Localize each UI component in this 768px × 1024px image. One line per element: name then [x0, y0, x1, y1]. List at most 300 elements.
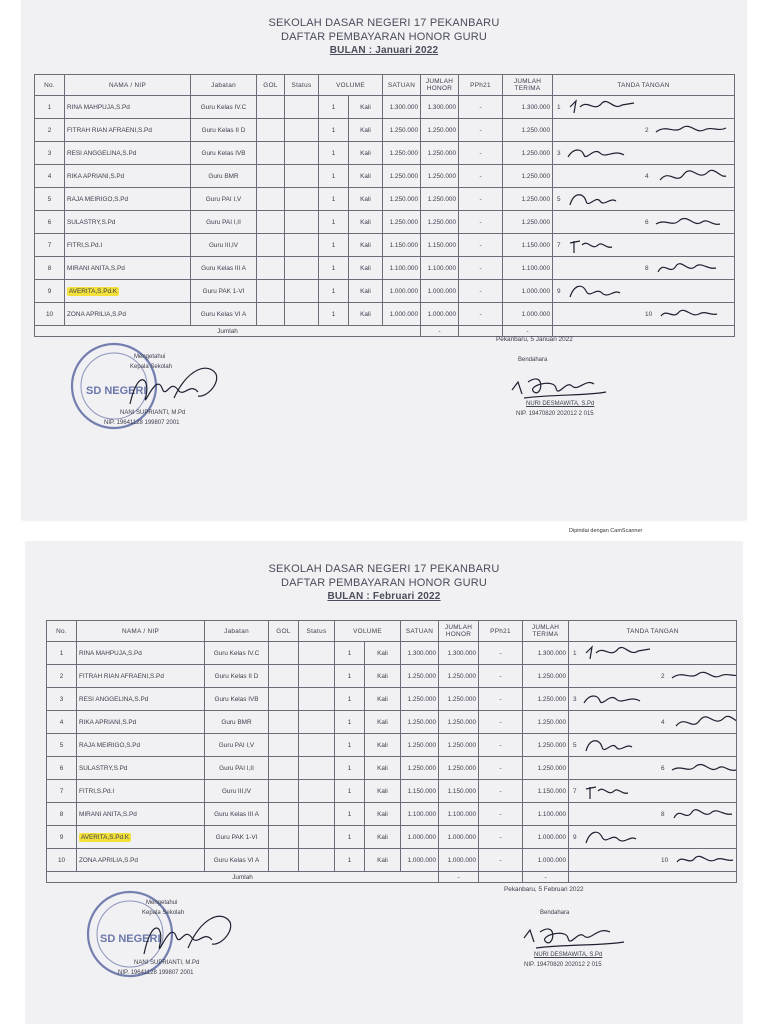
- row-unit-price: 1.250.000: [407, 695, 437, 703]
- col-received: JUMLAH TERIMA: [523, 621, 569, 642]
- row-name: FITRI,S.Pd.I: [79, 787, 115, 795]
- row-grade: [257, 303, 285, 326]
- row-position: Guru PAI I,V: [218, 741, 255, 749]
- signature-scribble: [668, 666, 737, 686]
- row-pph21: -: [479, 195, 482, 203]
- row-pph21: -: [499, 649, 502, 657]
- row-volume: 1: [347, 764, 352, 772]
- row-honor-total: 1.250.000: [447, 718, 477, 726]
- row-grade: [257, 211, 285, 234]
- row-grade: [269, 757, 299, 780]
- signature-number: 2: [645, 126, 649, 134]
- table-row: [47, 688, 737, 711]
- total-label: Jumlah: [217, 327, 238, 335]
- row-volume-unit: Kali: [377, 695, 388, 703]
- signature-scribble: [564, 97, 642, 117]
- row-received: 1.250.000: [537, 718, 567, 726]
- signature-scribble: [668, 804, 737, 824]
- row-signature-cell: [553, 188, 735, 211]
- row-pph21: -: [499, 856, 502, 864]
- row-position: Guru PAI I,II: [206, 218, 241, 226]
- row-status: [285, 211, 319, 234]
- row-status: [285, 303, 319, 326]
- row-honor-total: 1.000.000: [447, 856, 477, 864]
- head-name: NANI SUPRIANTI, M.Pd: [120, 410, 186, 416]
- school-name: SEKOLAH DASAR NEGERI 17 PEKANBARU: [268, 17, 500, 29]
- row-name: SULASTRY,S.Pd: [79, 764, 128, 772]
- total-honor: -: [457, 873, 460, 881]
- signature-number: 10: [661, 856, 669, 864]
- row-pph21: -: [499, 833, 502, 841]
- row-signature-cell: [569, 803, 737, 826]
- row-unit-price: 1.150.000: [389, 241, 419, 249]
- row-status: [299, 803, 335, 826]
- table-row: [47, 665, 737, 688]
- row-position: Guru Kelas II D: [201, 126, 246, 134]
- row-signature-cell: [569, 642, 737, 665]
- row-no: 6: [47, 218, 52, 226]
- row-name: RIKA APRIANI,S.Pd: [79, 718, 137, 726]
- row-grade: [257, 119, 285, 142]
- treasurer-role: Bendahara: [518, 357, 548, 363]
- row-received: 1.300.000: [521, 103, 551, 111]
- col-honor-total: JUMLAH HONOR: [439, 621, 479, 642]
- row-status: [285, 188, 319, 211]
- row-volume: 1: [347, 741, 352, 749]
- table-header-row: [47, 621, 737, 642]
- row-pph21: -: [499, 764, 502, 772]
- col-no: No.: [35, 75, 65, 96]
- signature-number: 6: [661, 764, 665, 772]
- row-position: Guru Kelas IV.C: [200, 103, 247, 111]
- row-volume-unit: Kali: [360, 241, 371, 249]
- signature-number: 4: [661, 718, 665, 726]
- row-position: Guru BMR: [208, 172, 239, 180]
- table-row: [47, 757, 737, 780]
- row-unit-price: 1.000.000: [389, 287, 419, 295]
- col-volume: VOLUME: [319, 75, 383, 96]
- row-position: Guru PAK 1-VI: [202, 287, 245, 295]
- signature-number: 1: [573, 649, 577, 657]
- row-signature-cell: [553, 142, 735, 165]
- head-role: Kepala Sekolah: [142, 910, 185, 916]
- row-received: 1.000.000: [521, 287, 551, 295]
- row-received: 1.250.000: [537, 695, 567, 703]
- head-role: Kepala Sekolah: [130, 364, 173, 370]
- col-unit-price: SATUAN: [401, 621, 439, 642]
- signature-number: 4: [645, 172, 649, 180]
- signature-number: 2: [661, 672, 665, 680]
- table-row: [35, 234, 735, 257]
- row-volume-unit: Kali: [377, 649, 388, 657]
- row-volume-unit: Kali: [360, 103, 371, 111]
- row-volume: 1: [331, 310, 336, 318]
- row-no: 7: [47, 241, 52, 249]
- row-no: 5: [59, 741, 64, 749]
- row-grade: [257, 188, 285, 211]
- row-position: Guru III,IV: [208, 241, 239, 249]
- signature-scribble: [668, 712, 737, 732]
- row-grade: [257, 280, 285, 303]
- table-row: [47, 849, 737, 872]
- row-name: AVERITA,S.Pd.K: [81, 833, 130, 841]
- signature-scribble: [652, 120, 730, 140]
- signature-scribble: [655, 304, 733, 324]
- row-signature-cell: [569, 711, 737, 734]
- row-honor-total: 1.000.000: [427, 287, 457, 295]
- signature-number: 9: [557, 287, 561, 295]
- row-signature-cell: [553, 96, 735, 119]
- row-received: 1.250.000: [521, 172, 551, 180]
- row-unit-price: 1.100.000: [407, 810, 437, 818]
- signature-number: 5: [573, 741, 577, 749]
- head-nip: NIP. 19641128 199807 2001: [118, 970, 194, 976]
- document-title: DAFTAR PEMBAYARAN HONOR GURU: [280, 577, 488, 589]
- row-volume-unit: Kali: [377, 787, 388, 795]
- col-name: NAMA / NIP: [77, 621, 205, 642]
- signature-scribble: [580, 689, 658, 709]
- row-volume-unit: Kali: [360, 172, 371, 180]
- row-honor-total: 1.250.000: [427, 126, 457, 134]
- row-received: 1.150.000: [521, 241, 551, 249]
- row-unit-price: 1.000.000: [407, 856, 437, 864]
- row-signature-cell: [569, 757, 737, 780]
- row-pph21: -: [499, 810, 502, 818]
- row-received: 1.000.000: [521, 310, 551, 318]
- table-row: [47, 711, 737, 734]
- table-row: [35, 142, 735, 165]
- row-received: 1.250.000: [521, 126, 551, 134]
- row-unit-price: 1.250.000: [389, 149, 419, 157]
- row-volume: 1: [347, 787, 352, 795]
- row-no: 8: [47, 264, 52, 272]
- row-signature-cell: [569, 734, 737, 757]
- signature-number: 8: [661, 810, 665, 818]
- treasurer-role: Bendahara: [540, 910, 570, 916]
- row-name: RAJA MEIRIGO,S.Pd: [79, 741, 141, 749]
- row-honor-total: 1.250.000: [447, 741, 477, 749]
- honor-table: [34, 74, 735, 337]
- row-signature-cell: [569, 688, 737, 711]
- row-volume-unit: Kali: [360, 218, 371, 226]
- total-received: -: [544, 873, 547, 881]
- row-honor-total: 1.250.000: [447, 695, 477, 703]
- row-signature-cell: [553, 303, 735, 326]
- row-name: FITRAH RIAN AFRAENI,S.Pd: [67, 126, 152, 134]
- row-volume-unit: Kali: [360, 126, 371, 134]
- table-row: [35, 211, 735, 234]
- row-name: RINA MAHPUJA,S.Pd: [79, 649, 142, 657]
- row-grade: [269, 688, 299, 711]
- row-pph21: -: [499, 672, 502, 680]
- total-row: [47, 872, 737, 883]
- sheet-header: [22, 16, 746, 58]
- row-status: [285, 119, 319, 142]
- row-honor-total: 1.250.000: [427, 195, 457, 203]
- col-status: Status: [299, 621, 335, 642]
- row-name: FITRI,S.Pd.I: [67, 241, 103, 249]
- signature-scribble: [564, 235, 642, 255]
- school-name: SEKOLAH DASAR NEGERI 17 PEKANBARU: [268, 563, 500, 575]
- row-name: RIKA APRIANI,S.Pd: [67, 172, 125, 180]
- row-status: [285, 165, 319, 188]
- treasurer-signature: [520, 916, 630, 956]
- school-stamp: [74, 886, 254, 996]
- row-volume: 1: [331, 149, 336, 157]
- row-unit-price: 1.000.000: [407, 833, 437, 841]
- row-no: 6: [59, 764, 64, 772]
- row-honor-total: 1.100.000: [447, 810, 477, 818]
- col-name: NAMA / NIP: [65, 75, 191, 96]
- row-grade: [269, 734, 299, 757]
- row-volume: 1: [347, 695, 352, 703]
- row-name: RESI ANGGELINA,S.Pd: [79, 695, 149, 703]
- row-name: SULASTRY,S.Pd: [67, 218, 116, 226]
- row-volume-unit: Kali: [377, 810, 388, 818]
- table-row: [35, 280, 735, 303]
- row-volume: 1: [331, 287, 336, 295]
- row-signature-cell: [569, 849, 737, 872]
- row-honor-total: 1.300.000: [447, 649, 477, 657]
- row-pph21: -: [479, 126, 482, 134]
- row-unit-price: 1.000.000: [389, 310, 419, 318]
- row-volume-unit: Kali: [377, 672, 388, 680]
- total-signature: [569, 872, 737, 883]
- row-pph21: -: [499, 695, 502, 703]
- total-pph21: [479, 872, 523, 883]
- scan-note: Dipindai dengan CamScanner: [569, 528, 643, 534]
- col-signature: TANDA TANGAN: [569, 621, 737, 642]
- table-row: [35, 257, 735, 280]
- row-volume: 1: [331, 126, 336, 134]
- row-status: [299, 780, 335, 803]
- row-position: Guru PAI I,II: [219, 764, 254, 772]
- row-honor-total: 1.000.000: [427, 310, 457, 318]
- row-signature-cell: [553, 211, 735, 234]
- signature-number: 9: [573, 833, 577, 841]
- signature-scribble: [580, 827, 658, 847]
- stamp-text: SD NEGERI: [100, 933, 161, 945]
- head-nip: NIP. 19641128 199807 2001: [104, 420, 180, 426]
- row-grade: [257, 142, 285, 165]
- row-signature-cell: [553, 257, 735, 280]
- row-pph21: -: [479, 218, 482, 226]
- table-row: [47, 803, 737, 826]
- row-pph21: -: [479, 264, 482, 272]
- signature-number: 3: [573, 695, 577, 703]
- row-unit-price: 1.250.000: [389, 126, 419, 134]
- row-status: [285, 234, 319, 257]
- row-unit-price: 1.250.000: [407, 672, 437, 680]
- signature-scribble: [564, 281, 642, 301]
- row-volume: 1: [331, 195, 336, 203]
- table-row: [47, 780, 737, 803]
- month-label: BULAN : Februari 2022: [327, 591, 441, 602]
- col-signature: TANDA TANGAN: [553, 75, 735, 96]
- signature-number: 5: [557, 195, 561, 203]
- table-row: [35, 303, 735, 326]
- col-status: Status: [285, 75, 319, 96]
- row-no: 10: [45, 310, 54, 318]
- row-volume-unit: Kali: [360, 287, 371, 295]
- row-pph21: -: [499, 741, 502, 749]
- col-unit-price: SATUAN: [383, 75, 421, 96]
- treasurer-name: NURI DESMAWITA, S.Pd: [534, 952, 603, 958]
- row-grade: [269, 665, 299, 688]
- row-position: Guru Kelas IV.C: [213, 649, 260, 657]
- row-status: [299, 757, 335, 780]
- row-volume: 1: [331, 241, 336, 249]
- row-volume-unit: Kali: [360, 310, 371, 318]
- signature-number: 10: [645, 310, 653, 318]
- row-name: RESI ANGGELINA,S.Pd: [67, 149, 137, 157]
- row-position: Guru Kelas VI A: [200, 310, 247, 318]
- row-no: 10: [57, 856, 66, 864]
- signature-number: 7: [573, 787, 577, 795]
- row-no: 4: [59, 718, 64, 726]
- row-name: FITRAH RIAN AFRAENI,S.Pd: [79, 672, 164, 680]
- head-known: Mengetahui: [134, 354, 166, 360]
- row-no: 9: [47, 287, 52, 295]
- treasurer-nip: NIP. 19470820 202012 2 015: [524, 962, 602, 968]
- row-status: [285, 280, 319, 303]
- head-name: NANI SUPRIANTI, M.Pd: [134, 960, 200, 966]
- row-unit-price: 1.100.000: [389, 264, 419, 272]
- row-received: 1.000.000: [537, 833, 567, 841]
- row-received: 1.150.000: [537, 787, 567, 795]
- row-no: 7: [59, 787, 64, 795]
- row-name: RINA MAHPUJA,S.Pd: [67, 103, 130, 111]
- row-grade: [257, 165, 285, 188]
- row-grade: [269, 642, 299, 665]
- row-grade: [257, 96, 285, 119]
- row-status: [285, 142, 319, 165]
- table-row: [35, 96, 735, 119]
- row-received: 1.000.000: [537, 856, 567, 864]
- row-no: 9: [59, 833, 64, 841]
- row-grade: [269, 780, 299, 803]
- row-name: MIRANI ANITA,S.Pd: [67, 264, 125, 272]
- table-row: [47, 642, 737, 665]
- row-status: [299, 665, 335, 688]
- row-signature-cell: [553, 119, 735, 142]
- treasurer-signature: [506, 364, 616, 404]
- row-volume: 1: [331, 103, 336, 111]
- row-volume: 1: [347, 833, 352, 841]
- table-row: [35, 119, 735, 142]
- row-position: Guru Kelas II D: [214, 672, 259, 680]
- total-pph21: [459, 326, 503, 337]
- row-honor-total: 1.250.000: [447, 672, 477, 680]
- honor-table: [46, 620, 737, 883]
- row-no: 2: [47, 126, 52, 134]
- row-pph21: -: [479, 241, 482, 249]
- row-signature-cell: [553, 280, 735, 303]
- row-no: 3: [47, 149, 52, 157]
- row-volume: 1: [347, 856, 352, 864]
- row-honor-total: 1.250.000: [427, 218, 457, 226]
- row-honor-total: 1.100.000: [427, 264, 457, 272]
- row-volume: 1: [331, 218, 336, 226]
- sheet-header: [26, 562, 742, 604]
- row-name: AVERITA,S.Pd.K: [69, 287, 118, 295]
- row-received: 1.250.000: [537, 672, 567, 680]
- col-honor-total: JUMLAH HONOR: [421, 75, 459, 96]
- row-pph21: -: [499, 718, 502, 726]
- col-grade: GOL: [257, 75, 285, 96]
- col-no: No.: [47, 621, 77, 642]
- row-status: [285, 257, 319, 280]
- treasurer-name: NURI DESMAWITA, S.Pd: [526, 401, 595, 407]
- row-volume: 1: [347, 672, 352, 680]
- row-received: 1.250.000: [521, 149, 551, 157]
- total-signature: [553, 326, 735, 337]
- row-position: Guru PAK 1-VI: [215, 833, 258, 841]
- row-name: RAJA MEIRIGO,S.Pd: [67, 195, 129, 203]
- row-position: Guru Kelas III A: [201, 264, 246, 272]
- row-unit-price: 1.300.000: [389, 103, 419, 111]
- head-known: Mengetahui: [146, 900, 178, 906]
- row-no: 2: [59, 672, 64, 680]
- row-honor-total: 1.150.000: [447, 787, 477, 795]
- signature-scribble: [564, 189, 642, 209]
- row-signature-cell: [553, 165, 735, 188]
- signature-number: 7: [557, 241, 561, 249]
- row-volume-unit: Kali: [360, 149, 371, 157]
- row-received: 1.100.000: [537, 810, 567, 818]
- row-status: [285, 96, 319, 119]
- row-volume-unit: Kali: [377, 764, 388, 772]
- total-received: -: [526, 327, 529, 335]
- row-position: Guru Kelas IVB: [214, 695, 259, 703]
- row-status: [299, 711, 335, 734]
- row-pph21: -: [499, 787, 502, 795]
- row-received: 1.250.000: [521, 218, 551, 226]
- row-honor-total: 1.150.000: [427, 241, 457, 249]
- row-unit-price: 1.250.000: [389, 172, 419, 180]
- place-date: Pekanbaru, 5 Januari 2022: [496, 336, 573, 343]
- row-position: Guru Kelas III A: [214, 810, 259, 818]
- row-unit-price: 1.150.000: [407, 787, 437, 795]
- stamp-text: SD NEGERI: [86, 385, 147, 397]
- row-no: 4: [47, 172, 52, 180]
- signature-number: 6: [645, 218, 649, 226]
- signature-scribble: [668, 758, 737, 778]
- row-grade: [257, 234, 285, 257]
- row-volume-unit: Kali: [360, 195, 371, 203]
- row-honor-total: 1.250.000: [447, 764, 477, 772]
- row-grade: [269, 826, 299, 849]
- row-received: 1.250.000: [521, 195, 551, 203]
- table-header-row: [35, 75, 735, 96]
- row-name: ZONA APRILIA,S.Pd: [67, 310, 126, 318]
- row-no: 3: [59, 695, 64, 703]
- row-pph21: -: [479, 149, 482, 157]
- col-pph21: PPh21: [479, 621, 523, 642]
- total-row: [35, 326, 735, 337]
- row-position: Guru BMR: [221, 718, 252, 726]
- row-signature-cell: [553, 234, 735, 257]
- row-status: [299, 642, 335, 665]
- row-grade: [269, 803, 299, 826]
- col-pph21: PPh21: [459, 75, 503, 96]
- col-received: JUMLAH TERIMA: [503, 75, 553, 96]
- row-honor-total: 1.300.000: [427, 103, 457, 111]
- row-position: Guru III,IV: [221, 787, 252, 795]
- row-volume-unit: Kali: [377, 833, 388, 841]
- row-honor-total: 1.250.000: [427, 149, 457, 157]
- row-unit-price: 1.300.000: [407, 649, 437, 657]
